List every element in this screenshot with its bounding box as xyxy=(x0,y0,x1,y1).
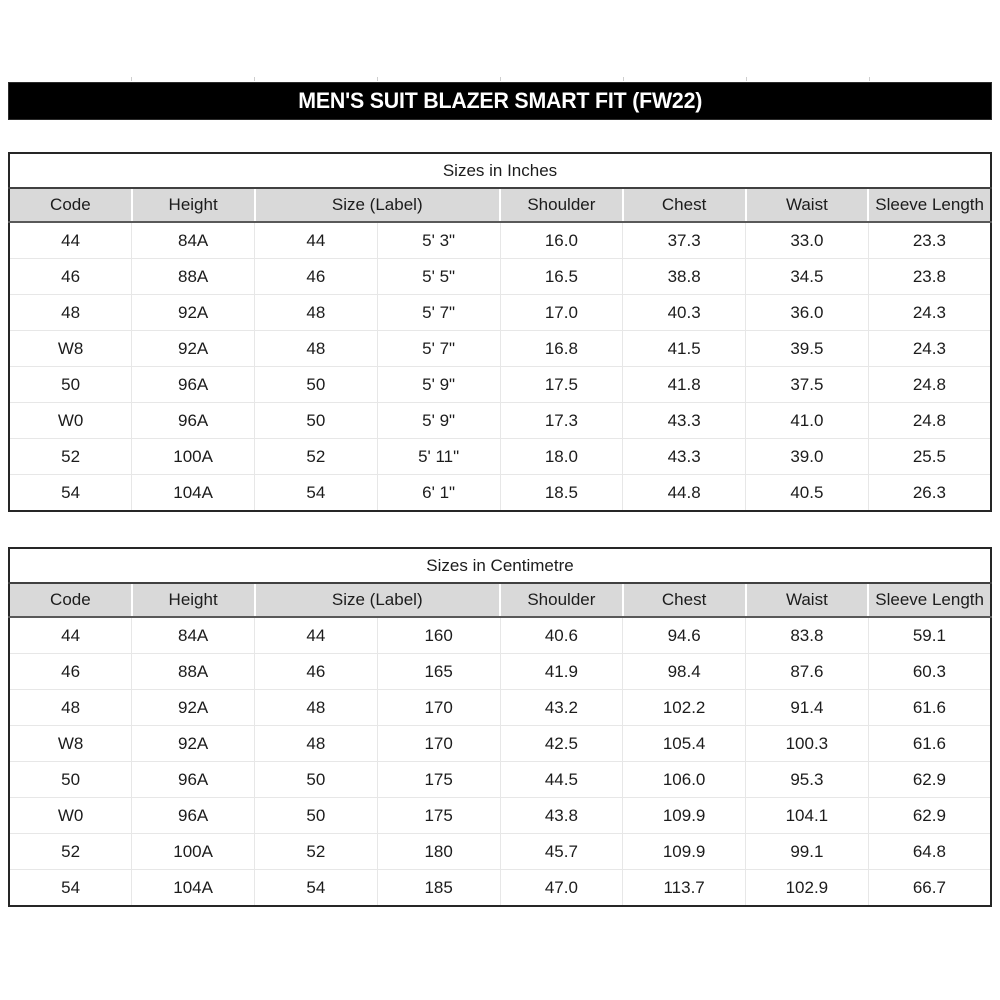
table-cell: 42.5 xyxy=(500,726,623,762)
table-cell: 5' 9" xyxy=(377,403,500,439)
table-cell: 104A xyxy=(132,475,255,512)
table-cell: 83.8 xyxy=(746,617,869,654)
table-cell: 5' 7" xyxy=(377,331,500,367)
table-cell: 40.5 xyxy=(746,475,869,512)
table-cell: 44 xyxy=(255,222,378,259)
table-cell: 24.8 xyxy=(868,403,991,439)
table-cell: 50 xyxy=(255,403,378,439)
column-header-chest: Chest xyxy=(623,188,746,222)
table-cell: 40.3 xyxy=(623,295,746,331)
table-cell: 48 xyxy=(255,295,378,331)
table-cell: 5' 11" xyxy=(377,439,500,475)
table-cell: 91.4 xyxy=(746,690,869,726)
table-cell: 54 xyxy=(255,870,378,907)
table-cell: 52 xyxy=(9,439,132,475)
table-cell: 95.3 xyxy=(746,762,869,798)
table-cell: 96A xyxy=(132,403,255,439)
column-header-height: Height xyxy=(132,188,255,222)
table-cell: W0 xyxy=(9,798,132,834)
table-caption: Sizes in Centimetre xyxy=(9,548,991,583)
table-row xyxy=(9,654,991,690)
table-cell: 16.0 xyxy=(500,222,623,259)
table-cell: W0 xyxy=(9,403,132,439)
table-cell: 59.1 xyxy=(868,617,991,654)
table-cell: 64.8 xyxy=(868,834,991,870)
column-header-code: Code xyxy=(9,583,132,617)
table-cell: 44.5 xyxy=(500,762,623,798)
table-cell: 104.1 xyxy=(746,798,869,834)
table-cell: 60.3 xyxy=(868,654,991,690)
table-cell: 37.5 xyxy=(746,367,869,403)
table-cell: 34.5 xyxy=(746,259,869,295)
table-cell: 44.8 xyxy=(623,475,746,512)
table-caption-row xyxy=(9,153,991,188)
table-cell: 43.3 xyxy=(623,439,746,475)
table-cell: 50 xyxy=(255,762,378,798)
table-cell: 99.1 xyxy=(746,834,869,870)
page-title: MEN'S SUIT BLAZER SMART FIT (FW22) xyxy=(298,88,702,113)
table-row xyxy=(9,475,991,512)
table-cell: 16.8 xyxy=(500,331,623,367)
table-cell: 36.0 xyxy=(746,295,869,331)
table-cell: 96A xyxy=(132,762,255,798)
table-cell: 96A xyxy=(132,367,255,403)
table-cell: 170 xyxy=(377,690,500,726)
table-cell: 61.6 xyxy=(868,726,991,762)
table-cell: 104A xyxy=(132,870,255,907)
table-row xyxy=(9,870,991,907)
spreadsheet-gridline-ticks xyxy=(8,77,992,81)
table-cell: 109.9 xyxy=(623,798,746,834)
table-cell: 160 xyxy=(377,617,500,654)
table-cell: 52 xyxy=(9,834,132,870)
table-cell: 102.2 xyxy=(623,690,746,726)
table-cell: 5' 7" xyxy=(377,295,500,331)
table-cell: 44 xyxy=(9,617,132,654)
table-cell: 40.6 xyxy=(500,617,623,654)
table-cell: 43.8 xyxy=(500,798,623,834)
table-cell: 33.0 xyxy=(746,222,869,259)
table-cell: 44 xyxy=(9,222,132,259)
table-cell: 17.5 xyxy=(500,367,623,403)
table-row xyxy=(9,834,991,870)
table-cell: 96A xyxy=(132,798,255,834)
table-cell: 92A xyxy=(132,331,255,367)
table-cell: 88A xyxy=(132,259,255,295)
table-cell: 87.6 xyxy=(746,654,869,690)
table-cell: 50 xyxy=(255,798,378,834)
column-header-size-label: Size (Label) xyxy=(255,583,501,617)
table-cell: 46 xyxy=(255,259,378,295)
table-cell: 94.6 xyxy=(623,617,746,654)
table-cell: 17.3 xyxy=(500,403,623,439)
table-cell: 98.4 xyxy=(623,654,746,690)
sizes-in-inches-table xyxy=(8,152,992,512)
table-cell: 24.3 xyxy=(868,295,991,331)
column-header-waist: Waist xyxy=(746,188,869,222)
table-cell: 24.8 xyxy=(868,367,991,403)
table-cell: 175 xyxy=(377,762,500,798)
table-cell: 25.5 xyxy=(868,439,991,475)
table-cell: 180 xyxy=(377,834,500,870)
table-cell: 50 xyxy=(9,762,132,798)
table-header-row xyxy=(9,188,991,222)
table-cell: 54 xyxy=(9,870,132,907)
table-cell: 62.9 xyxy=(868,762,991,798)
table-cell: 41.8 xyxy=(623,367,746,403)
table-cell: 175 xyxy=(377,798,500,834)
table-cell: 106.0 xyxy=(623,762,746,798)
table-cell: 100A xyxy=(132,439,255,475)
table-cell: 109.9 xyxy=(623,834,746,870)
table-cell: 48 xyxy=(255,726,378,762)
table-cell: 24.3 xyxy=(868,331,991,367)
table-cell: 54 xyxy=(255,475,378,512)
table-cell: 88A xyxy=(132,654,255,690)
sizes-in-centimetre-table xyxy=(8,547,992,907)
table-cell: 37.3 xyxy=(623,222,746,259)
table-cell: 100.3 xyxy=(746,726,869,762)
table-cell: 5' 3" xyxy=(377,222,500,259)
table-row xyxy=(9,259,991,295)
table-cell: 48 xyxy=(255,331,378,367)
table-row xyxy=(9,798,991,834)
table-header-row xyxy=(9,583,991,617)
table-cell: 5' 5" xyxy=(377,259,500,295)
table-cell: 62.9 xyxy=(868,798,991,834)
table-cell: 50 xyxy=(9,367,132,403)
table-cell: 100A xyxy=(132,834,255,870)
table-cell: 41.0 xyxy=(746,403,869,439)
column-header-shoulder: Shoulder xyxy=(500,583,623,617)
table-cell: 84A xyxy=(132,617,255,654)
title-banner xyxy=(8,82,992,120)
column-header-shoulder: Shoulder xyxy=(500,188,623,222)
table-row xyxy=(9,439,991,475)
table-cell: 52 xyxy=(255,439,378,475)
table-cell: 105.4 xyxy=(623,726,746,762)
table-cell: 41.5 xyxy=(623,331,746,367)
table-cell: 44 xyxy=(255,617,378,654)
table-cell: 18.0 xyxy=(500,439,623,475)
table-cell: 47.0 xyxy=(500,870,623,907)
table-cell: 43.3 xyxy=(623,403,746,439)
table-cell: 102.9 xyxy=(746,870,869,907)
table-cell: 23.8 xyxy=(868,259,991,295)
table-cell: 45.7 xyxy=(500,834,623,870)
table-cell: 23.3 xyxy=(868,222,991,259)
column-header-waist: Waist xyxy=(746,583,869,617)
table-cell: 46 xyxy=(9,654,132,690)
table-cell: 16.5 xyxy=(500,259,623,295)
table-cell: 50 xyxy=(255,367,378,403)
table-cell: 26.3 xyxy=(868,475,991,512)
column-header-code: Code xyxy=(9,188,132,222)
table-cell: 38.8 xyxy=(623,259,746,295)
column-header-sleeve-length: Sleeve Length xyxy=(868,583,991,617)
table-row xyxy=(9,762,991,798)
table-cell: 41.9 xyxy=(500,654,623,690)
table-cell: 54 xyxy=(9,475,132,512)
table-cell: W8 xyxy=(9,726,132,762)
table-cell: 48 xyxy=(9,690,132,726)
table-cell: 46 xyxy=(9,259,132,295)
table-cell: 113.7 xyxy=(623,870,746,907)
table-cell: 39.5 xyxy=(746,331,869,367)
table-row xyxy=(9,295,991,331)
column-header-sleeve-length: Sleeve Length xyxy=(868,188,991,222)
table-cell: 61.6 xyxy=(868,690,991,726)
table-cell: 46 xyxy=(255,654,378,690)
table-cell: 43.2 xyxy=(500,690,623,726)
table-row xyxy=(9,690,991,726)
table-row xyxy=(9,367,991,403)
table-cell: 84A xyxy=(132,222,255,259)
table-row xyxy=(9,331,991,367)
table-cell: 48 xyxy=(255,690,378,726)
table-row xyxy=(9,726,991,762)
table-row xyxy=(9,403,991,439)
table-row xyxy=(9,222,991,259)
table-row xyxy=(9,617,991,654)
table-cell: 92A xyxy=(132,726,255,762)
table-cell: 92A xyxy=(132,295,255,331)
table-cell: 39.0 xyxy=(746,439,869,475)
table-cell: 18.5 xyxy=(500,475,623,512)
table-cell: 17.0 xyxy=(500,295,623,331)
table-caption-row xyxy=(9,548,991,583)
table-cell: 165 xyxy=(377,654,500,690)
column-header-height: Height xyxy=(132,583,255,617)
table-cell: 52 xyxy=(255,834,378,870)
table-cell: 5' 9" xyxy=(377,367,500,403)
column-header-chest: Chest xyxy=(623,583,746,617)
table-cell: 92A xyxy=(132,690,255,726)
table-cell: 66.7 xyxy=(868,870,991,907)
table-cell: 48 xyxy=(9,295,132,331)
table-cell: 185 xyxy=(377,870,500,907)
table-cell: W8 xyxy=(9,331,132,367)
column-header-size-label: Size (Label) xyxy=(255,188,501,222)
table-cell: 170 xyxy=(377,726,500,762)
table-caption: Sizes in Inches xyxy=(9,153,991,188)
table-cell: 6' 1" xyxy=(377,475,500,512)
